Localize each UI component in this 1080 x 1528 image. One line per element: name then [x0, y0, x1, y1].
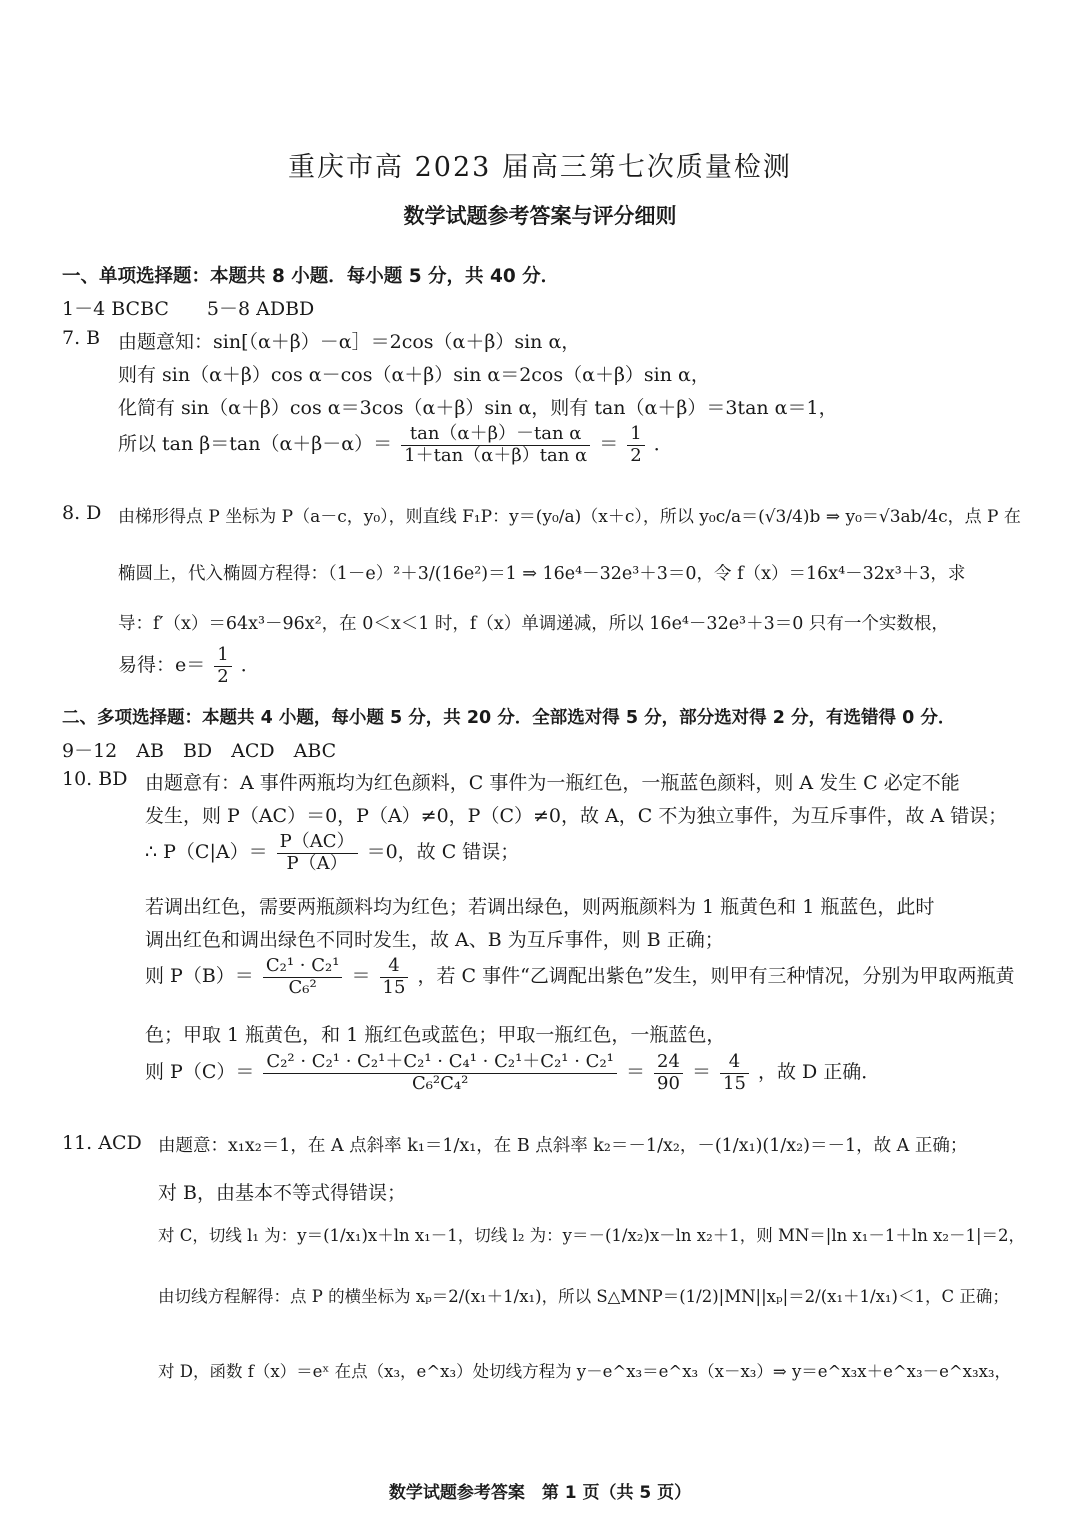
q10-line-1: 由题意有：A 事件两瓶均为红色颜料，C 事件为一瓶红色，一瓶蓝色颜料，则 A 发生 C 必定不能: [145, 772, 960, 794]
q8-line-4: [118, 645, 260, 687]
q10-pc-result-fraction: [720, 1052, 749, 1094]
q10-pc-mid-numerator: 24: [654, 1052, 683, 1074]
q10-pb-result-numerator: 4: [380, 956, 409, 978]
q10-conditional-fraction: [277, 832, 358, 874]
q7-result-fraction: [627, 424, 644, 466]
q11-line-4: 由切线方程解得：点 P 的横坐标为 xₚ＝2/(x₁＋1/x₁)，所以 S△MNP＝(1/2)|MN||xₚ|＝2/(x₁＋1/x₁)＜1，C 正确；: [158, 1287, 1009, 1306]
q10-line-6-end: ，若 C 事件“乙调配出紫色”发生，则甲有三种情况，分别为甲取两瓶黄: [417, 965, 1015, 988]
q7-fraction-denominator: 1＋tan（α＋β）tan α: [404, 444, 588, 466]
q10-line-7: 色；甲取 1 瓶黄色，和 1 瓶红色或蓝色；甲取一瓶红色，一瓶蓝色，: [145, 1024, 726, 1046]
section-2-answers: 9－12 AB BD ACD ABC: [62, 740, 337, 762]
document-title: 重庆市高 2023 届高三第七次质量检测: [288, 152, 792, 183]
q8-line-1: 由梯形得点 P 坐标为 P（a－c，y₀），则直线 F₁P：y＝(y₀/a)（x＋c），所以 y₀c/a＝(√3/4)b ⇒ y₀＝√3ab/4c，点 P 在: [118, 507, 1021, 527]
q10-line-8-lead: 则 P（C）＝: [145, 1061, 255, 1084]
q7-equals: ＝: [599, 433, 619, 456]
q8-result-numerator: 1: [214, 645, 231, 667]
q10-pc-equals-2: ＝: [691, 1061, 711, 1084]
q7-result-numerator: 1: [627, 424, 644, 446]
q10-conditional-denominator: P（A）: [286, 852, 348, 874]
document-subtitle: 数学试题参考答案与评分细则: [403, 204, 677, 228]
q8-result-fraction: [214, 645, 231, 687]
q10-conditional-numerator: P（AC）: [277, 832, 358, 854]
q7-fraction-numerator: tan（α＋β）－tan α: [401, 424, 590, 446]
q11-line-2: 对 B，由基本不等式得错误；: [158, 1182, 407, 1204]
q10-line-6: [145, 956, 1015, 998]
q11-line-5: 对 D，函数 f（x）＝eˣ 在点（x₃，e^x₃）处切线方程为 y－e^x₃＝e^x₃（x－x₃）⇒ y＝e^x₃x＋e^x₃－e^x₃x₃，: [158, 1362, 1012, 1381]
section-1-heading: 一、单项选择题：本题共 8 小题．每小题 5 分，共 40 分．: [62, 266, 560, 287]
q10-line-4: 若调出红色，需要两瓶颜料均为红色；若调出绿色，则两瓶颜料为 1 瓶黄色和 1 瓶蓝色，此时: [145, 896, 935, 918]
page-footer: 数学试题参考答案 第 1 页（共 5 页）: [388, 1483, 692, 1503]
q10-pc-mid-denominator: 90: [657, 1072, 680, 1094]
q10-pb-denominator: C₆²: [288, 976, 317, 998]
q11-line-3: 对 C，切线 l₁ 为：y＝(1/x₁)x＋ln x₁－1，切线 l₂ 为：y＝－(1/x₂)x－ln x₂＋1，则 MN＝|ln x₁－1＋ln x₂－1|＝2，: [158, 1226, 1026, 1245]
q10-pc-result-numerator: 4: [720, 1052, 749, 1074]
q10-line-8: [145, 1052, 880, 1094]
q10-line-2: 发生，则 P（AC）＝0，P（A）≠0，P（C）≠0，故 A，C 不为独立事件，为互斥事件，故 A 错误；: [145, 805, 1008, 827]
q10-pb-result-denominator: 15: [382, 976, 406, 998]
q7-fraction: [401, 424, 590, 466]
q8-line-4-lead: 易得：e＝: [118, 654, 206, 677]
q7-line-4: [118, 424, 673, 466]
q10-pb-fraction: [263, 956, 343, 998]
q8-line-4-end: ．: [240, 654, 260, 677]
q8-line-3: 导：f′（x）＝64x³－96x²，在 0＜x＜1 时，f（x）单调递减，所以 16e⁴－32e³＋3＝0 只有一个实数根，: [118, 614, 949, 634]
q10-line-6-lead: 则 P（B）＝: [145, 965, 254, 988]
q10-pc-mid-fraction: [654, 1052, 683, 1094]
q7-line-2: 则有 sin（α＋β）cos α－cos（α＋β）sin α＝2cos（α＋β）sin α，: [118, 364, 710, 386]
q10-label: 10. BD: [62, 768, 128, 790]
q10-pc-numerator: C₂² · C₂¹ · C₂¹＋C₂¹ · C₄¹ · C₂¹＋C₂¹ · C₂¹: [263, 1052, 616, 1074]
q8-label: 8. D: [62, 502, 102, 524]
q11-line-1: 由题意：x₁x₂＝1，在 A 点斜率 k₁＝1/x₁，在 B 点斜率 k₂＝－1/x₂，－(1/x₁)(1/x₂)＝－1，故 A 正确；: [158, 1136, 968, 1156]
section-1-answers: 1－4 BCBC 5－8 ADBD: [62, 298, 315, 320]
q7-result-denominator: 2: [630, 444, 642, 466]
q10-pc-equals: ＝: [625, 1061, 645, 1084]
q7-line-1: 由题意知：sin[（α＋β）－α］＝2cos（α＋β）sin α，: [118, 331, 581, 353]
section-2-heading: 二、多项选择题：本题共 4 小题，每小题 5 分，共 20 分．全部选对得 5 分，部分选对得 2 分，有选错得 0 分．: [62, 708, 956, 728]
q10-line-5: 调出红色和调出绿色不同时发生，故 A、B 为互斥事件，则 B 正确；: [145, 929, 724, 951]
q10-line-3-end: ＝0，故 C 错误；: [366, 841, 520, 864]
q11-label: 11. ACD: [62, 1132, 142, 1154]
q7-label: 7. B: [62, 327, 101, 349]
q7-line-3: 化简有 sin（α＋β）cos α＝3cos（α＋β）sin α，则有 tan（α＋β）＝3tan α＝1，: [118, 397, 838, 419]
q10-line-3: [145, 832, 519, 874]
q10-pc-denominator: C₆²C₄²: [411, 1072, 469, 1094]
q10-line-3-lead: ∴ P（C|A）＝: [145, 841, 268, 864]
q10-pb-equals: ＝: [351, 965, 371, 988]
q10-pc-fraction: [263, 1052, 616, 1094]
q10-pb-result-fraction: [380, 956, 409, 998]
q7-line-4-end: ．: [653, 433, 673, 456]
q8-result-denominator: 2: [217, 665, 229, 687]
q10-pb-numerator: C₂¹ · C₂¹: [263, 956, 343, 978]
q10-line-8-end: ，故 D 正确．: [757, 1061, 881, 1084]
q8-line-2: 椭圆上，代入椭圆方程得：（1－e）²＋3/(16e²)＝1 ⇒ 16e⁴－32e³＋3＝0，令 f（x）＝16x⁴－32x³＋3，求: [118, 564, 966, 584]
q10-pc-result-denominator: 15: [723, 1072, 746, 1094]
q7-line-4-lead: 所以 tan β＝tan（α＋β－α）＝: [118, 433, 393, 456]
